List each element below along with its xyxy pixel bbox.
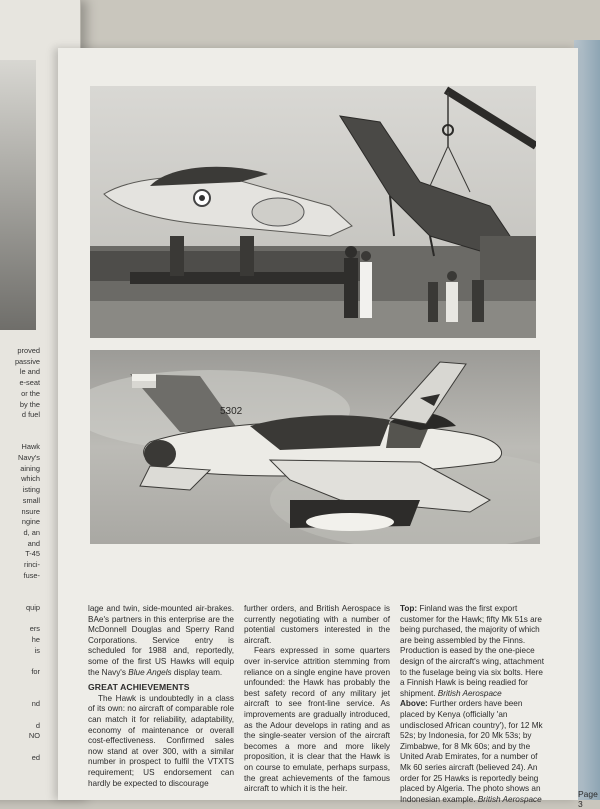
caption-top-label: Top:: [400, 604, 418, 613]
photo-caption: [400, 604, 548, 805]
caption-above-text: Further orders have been placed by Kenya (officially 'an undisclosed African country'), for 12 Mk 52s; by Indonesia, for 20 Mk 53s; by Zimbabwe, for 8 Mk 60s; and by the United Arab Emirates, for a number of Mk 60 series aircraft (believed 24). An order for 25 Hawks is reportedly being placed by Algeria. The photo shows an Indonesian example.: [400, 699, 543, 804]
aircraft-serial: 5302: [220, 406, 243, 417]
caption-above-credit: British Aerospace: [477, 794, 542, 804]
facing-page-photo: [0, 60, 36, 330]
col1-para1-end: display team.: [171, 667, 223, 677]
page-number: Page 3: [578, 789, 598, 809]
top-photo: [90, 86, 536, 338]
col2-para2: Fears expressed in some quarters over in-service attrition stemming from reliance on a single engine have proven unfounded: the Hawk has probably the best safety record of any military jet aircraft to see front-line service. As improvements are gradually introduced, as the Adour develops in rating and as the single-seater version of the aircraft becomes a more and more likely proposition, it is clear that the Hawk is on course to emulate, perhaps surpass, the great achievements of the famous aircraft to which it is the heir.: [244, 646, 390, 794]
facing-page-text: proved passive le and e-seat or the by the d fuel Hawk Navy's aining which isting small nsure ngine d, an and T-45 rinci- fuse- quip ers he is for nd d NO ed: [14, 346, 40, 762]
magazine-page: [58, 48, 598, 809]
text-column-2: [244, 604, 390, 795]
caption-top-text: Finland was the first export customer for the Hawk; fifty Mk 51s are being purchased, the majority of which are being assembled by the Finns. Production is eased by the one-piece design of the aircraft's wing, attachment to the fuselage being via six bolts. Here a Finnish Hawk is being readied for shipment.: [400, 604, 545, 698]
caption-above-label: Above:: [400, 699, 428, 709]
col1-para2: The Hawk is undoubtedly in a class of its own: no aircraft of comparable role can match it for reliability, adaptability, economy of maintenance or overall cost-effectiveness. Confirmed sales now stand at over 300, with a similar number in prospect to fulfil the VTXTS requirement; US endorsement can hardly be expected to discourage: [88, 693, 234, 788]
section-heading: GREAT ACHIEVEMENTS: [88, 682, 190, 693]
text-column-1: [88, 604, 234, 789]
col1-para1: lage and twin, side-mounted air-brakes. BAe's partners in this enterprise are the McDonnell Douglas and Sperry Rand Corporations. Service entry is scheduled for 1988 and, reportedly, some of the first US Hawks will equip the Navy's: [88, 604, 234, 677]
caption-top-credit: British Aerospace: [437, 688, 502, 698]
col2-para1: further orders, and British Aerospace is currently negotiating with a number of potential customers interested in the aircraft.: [244, 604, 390, 645]
bottom-photo: [90, 350, 540, 544]
blue-angels-italic: Blue Angels: [128, 667, 172, 677]
